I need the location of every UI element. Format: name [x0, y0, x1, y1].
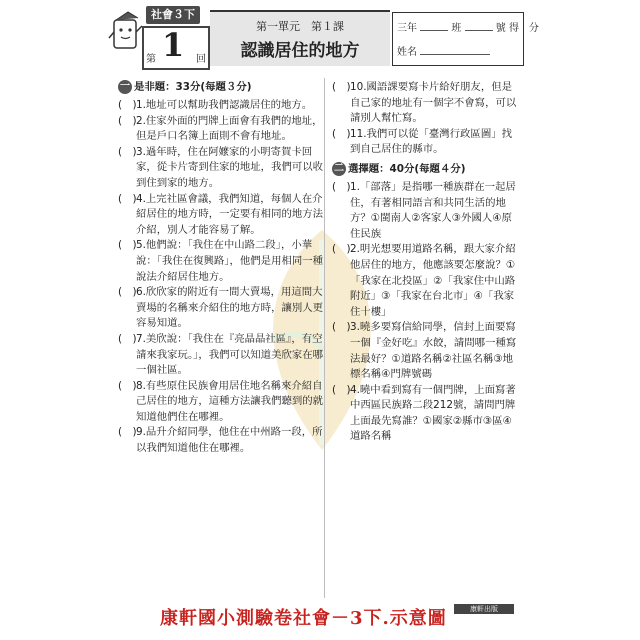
answer-blank[interactable]: ( ) [118, 379, 137, 392]
question-item [332, 242, 520, 320]
question-item [332, 320, 520, 382]
section-badge: 一 [120, 81, 130, 92]
answer-blank[interactable]: ( ) [118, 239, 137, 252]
question-text: 8.有些原住民族會用居住地名稱來介紹自己居住的地方，這種方法讓我們聽到的就知道他們住在哪裡。 [136, 379, 324, 423]
question-text: 10.國語課要寫卡片給好朋友，但是自己家的地址有一個字不會寫，可以請別人幫忙寫。 [350, 81, 517, 125]
question-text: 7.美欣說：「我住在『亮晶晶社區』，有空請來我家玩。」，我們可以知道美欣家在哪一個社區。 [136, 332, 324, 377]
question-text: 6.欣欣家的附近有一間大賣場，用這間大賣場的名稱來介紹住的地方時，讓別人更容易知道。 [136, 286, 324, 330]
question-text: 1.地址可以幫助我們認識居住的地方。 [136, 99, 313, 111]
question-text: 11.我們可以從「臺灣行政區圖」找到自己居住的縣市。 [350, 127, 512, 156]
answer-blank[interactable]: ( ) [118, 286, 137, 299]
footer-caption: 康軒國小測驗卷社會－3下.示意圖 [160, 608, 447, 629]
answer-blank[interactable]: ( ) [118, 99, 137, 111]
footer [0, 604, 640, 636]
question-item [332, 80, 520, 127]
score-box [392, 12, 539, 66]
question-item [118, 425, 330, 456]
name-blank[interactable] [420, 46, 490, 55]
answer-blank[interactable]: ( ) [118, 332, 137, 345]
section-title: 選擇題：40分(每題４分) [348, 162, 466, 175]
answer-blank[interactable]: ( ) [118, 192, 137, 205]
question-item [118, 114, 330, 145]
question-text: 4.上完社區會議，我們知道，每個人在介紹居住的地方時，一定要有相同的地方法介紹，別人才能容易了解。 [136, 192, 324, 236]
answer-blank[interactable]: ( ) [332, 180, 351, 193]
question-text: 3.曉多要寫信給同學，信封上面要寫一個『金好吃』水餃，請問哪一種寫法最好？①道路名稱②社區名稱③地標名稱④門牌號碼 [350, 321, 517, 381]
page-title: 認識居住的地方 [240, 41, 360, 61]
unit-line: 第一單元 第１課 [256, 20, 344, 33]
question-item [332, 383, 520, 445]
question-item [118, 285, 330, 332]
question-item [118, 238, 330, 285]
question-text: 5.他們說：「我住在中山路二段」，小華說：「我住在復興路」，他們是用相同一種說法介紹居住地方。 [136, 239, 324, 283]
column-divider [324, 78, 325, 598]
quiz-suffix: 回 [196, 54, 206, 65]
answer-blank[interactable]: ( ) [118, 426, 137, 439]
answer-blank[interactable]: ( ) [118, 145, 137, 158]
score-label: 得 分 [508, 23, 539, 34]
quiz-prefix: 第 [146, 54, 156, 65]
answer-blank[interactable]: ( ) [332, 383, 351, 396]
class-label: 班 [451, 23, 462, 34]
subject-tag: 社會３下 [146, 6, 200, 24]
section-title: 是非題：33分(每題３分) [134, 81, 252, 93]
number-blank[interactable] [465, 22, 493, 31]
question-item [332, 127, 520, 158]
question-text: 3.過年時，住在阿嬤家的小明寄賀卡回家，從卡片寄到住家的地址，我們可以收到住到家的地方。 [136, 145, 324, 189]
answer-blank[interactable]: ( ) [332, 127, 351, 140]
name-label: 姓名 [397, 47, 417, 58]
publisher-tag: 康軒出版 [454, 604, 514, 614]
answer-blank[interactable]: ( ) [332, 321, 351, 334]
title-band [210, 10, 390, 66]
quiz-number: 1 [162, 26, 185, 64]
question-text: 4.曉中看到寫有一個門牌，上面寫著中西區民族路二段212號，請問門牌上面最先寫誰？①國家②縣市③區④道路名稱 [350, 383, 516, 443]
question-item [118, 145, 330, 192]
question-text: 2.明光想要用道路名稱，跟大家介紹他居住的地方，他應該要怎麼說？①「我家在北投區」②「我家住中山路附近」③「我家在台北市」④「我家住十樓」 [350, 243, 516, 318]
name-row [397, 43, 519, 58]
question-text: 1.「部落」是指哪一種族群在一起居住，有著相同語言和共同生活的地方？①閩南人②客家人③外國人④原住民族 [350, 180, 516, 240]
right-column [332, 80, 520, 445]
class-blank[interactable] [420, 22, 448, 31]
question-item [118, 98, 330, 114]
question-text: 9.品升介紹同學，他住在中州路一段，所以我們知道他住在哪裡。 [136, 426, 323, 455]
question-text: 2.住家外面的門牌上面會有我們的地址，但是戶口名簿上面則不會有地址。 [136, 114, 323, 143]
left-column [118, 80, 330, 457]
class-info-row [397, 19, 539, 34]
question-item [118, 332, 330, 379]
answer-blank[interactable]: ( ) [118, 114, 137, 127]
question-item [332, 180, 520, 242]
question-item [118, 379, 330, 426]
section-badge: 二 [334, 162, 344, 174]
question-item [118, 192, 330, 239]
grade-label: 三年 [397, 23, 417, 34]
mascot-icon [108, 10, 144, 54]
quiz-number-box [142, 26, 210, 70]
answer-blank[interactable]: ( ) [332, 243, 351, 256]
number-label: 號 [495, 23, 506, 34]
section-multiple-choice-heading [332, 162, 520, 178]
answer-blank[interactable]: ( ) [332, 81, 351, 93]
header [0, 0, 640, 80]
section-true-false-heading [118, 80, 330, 96]
